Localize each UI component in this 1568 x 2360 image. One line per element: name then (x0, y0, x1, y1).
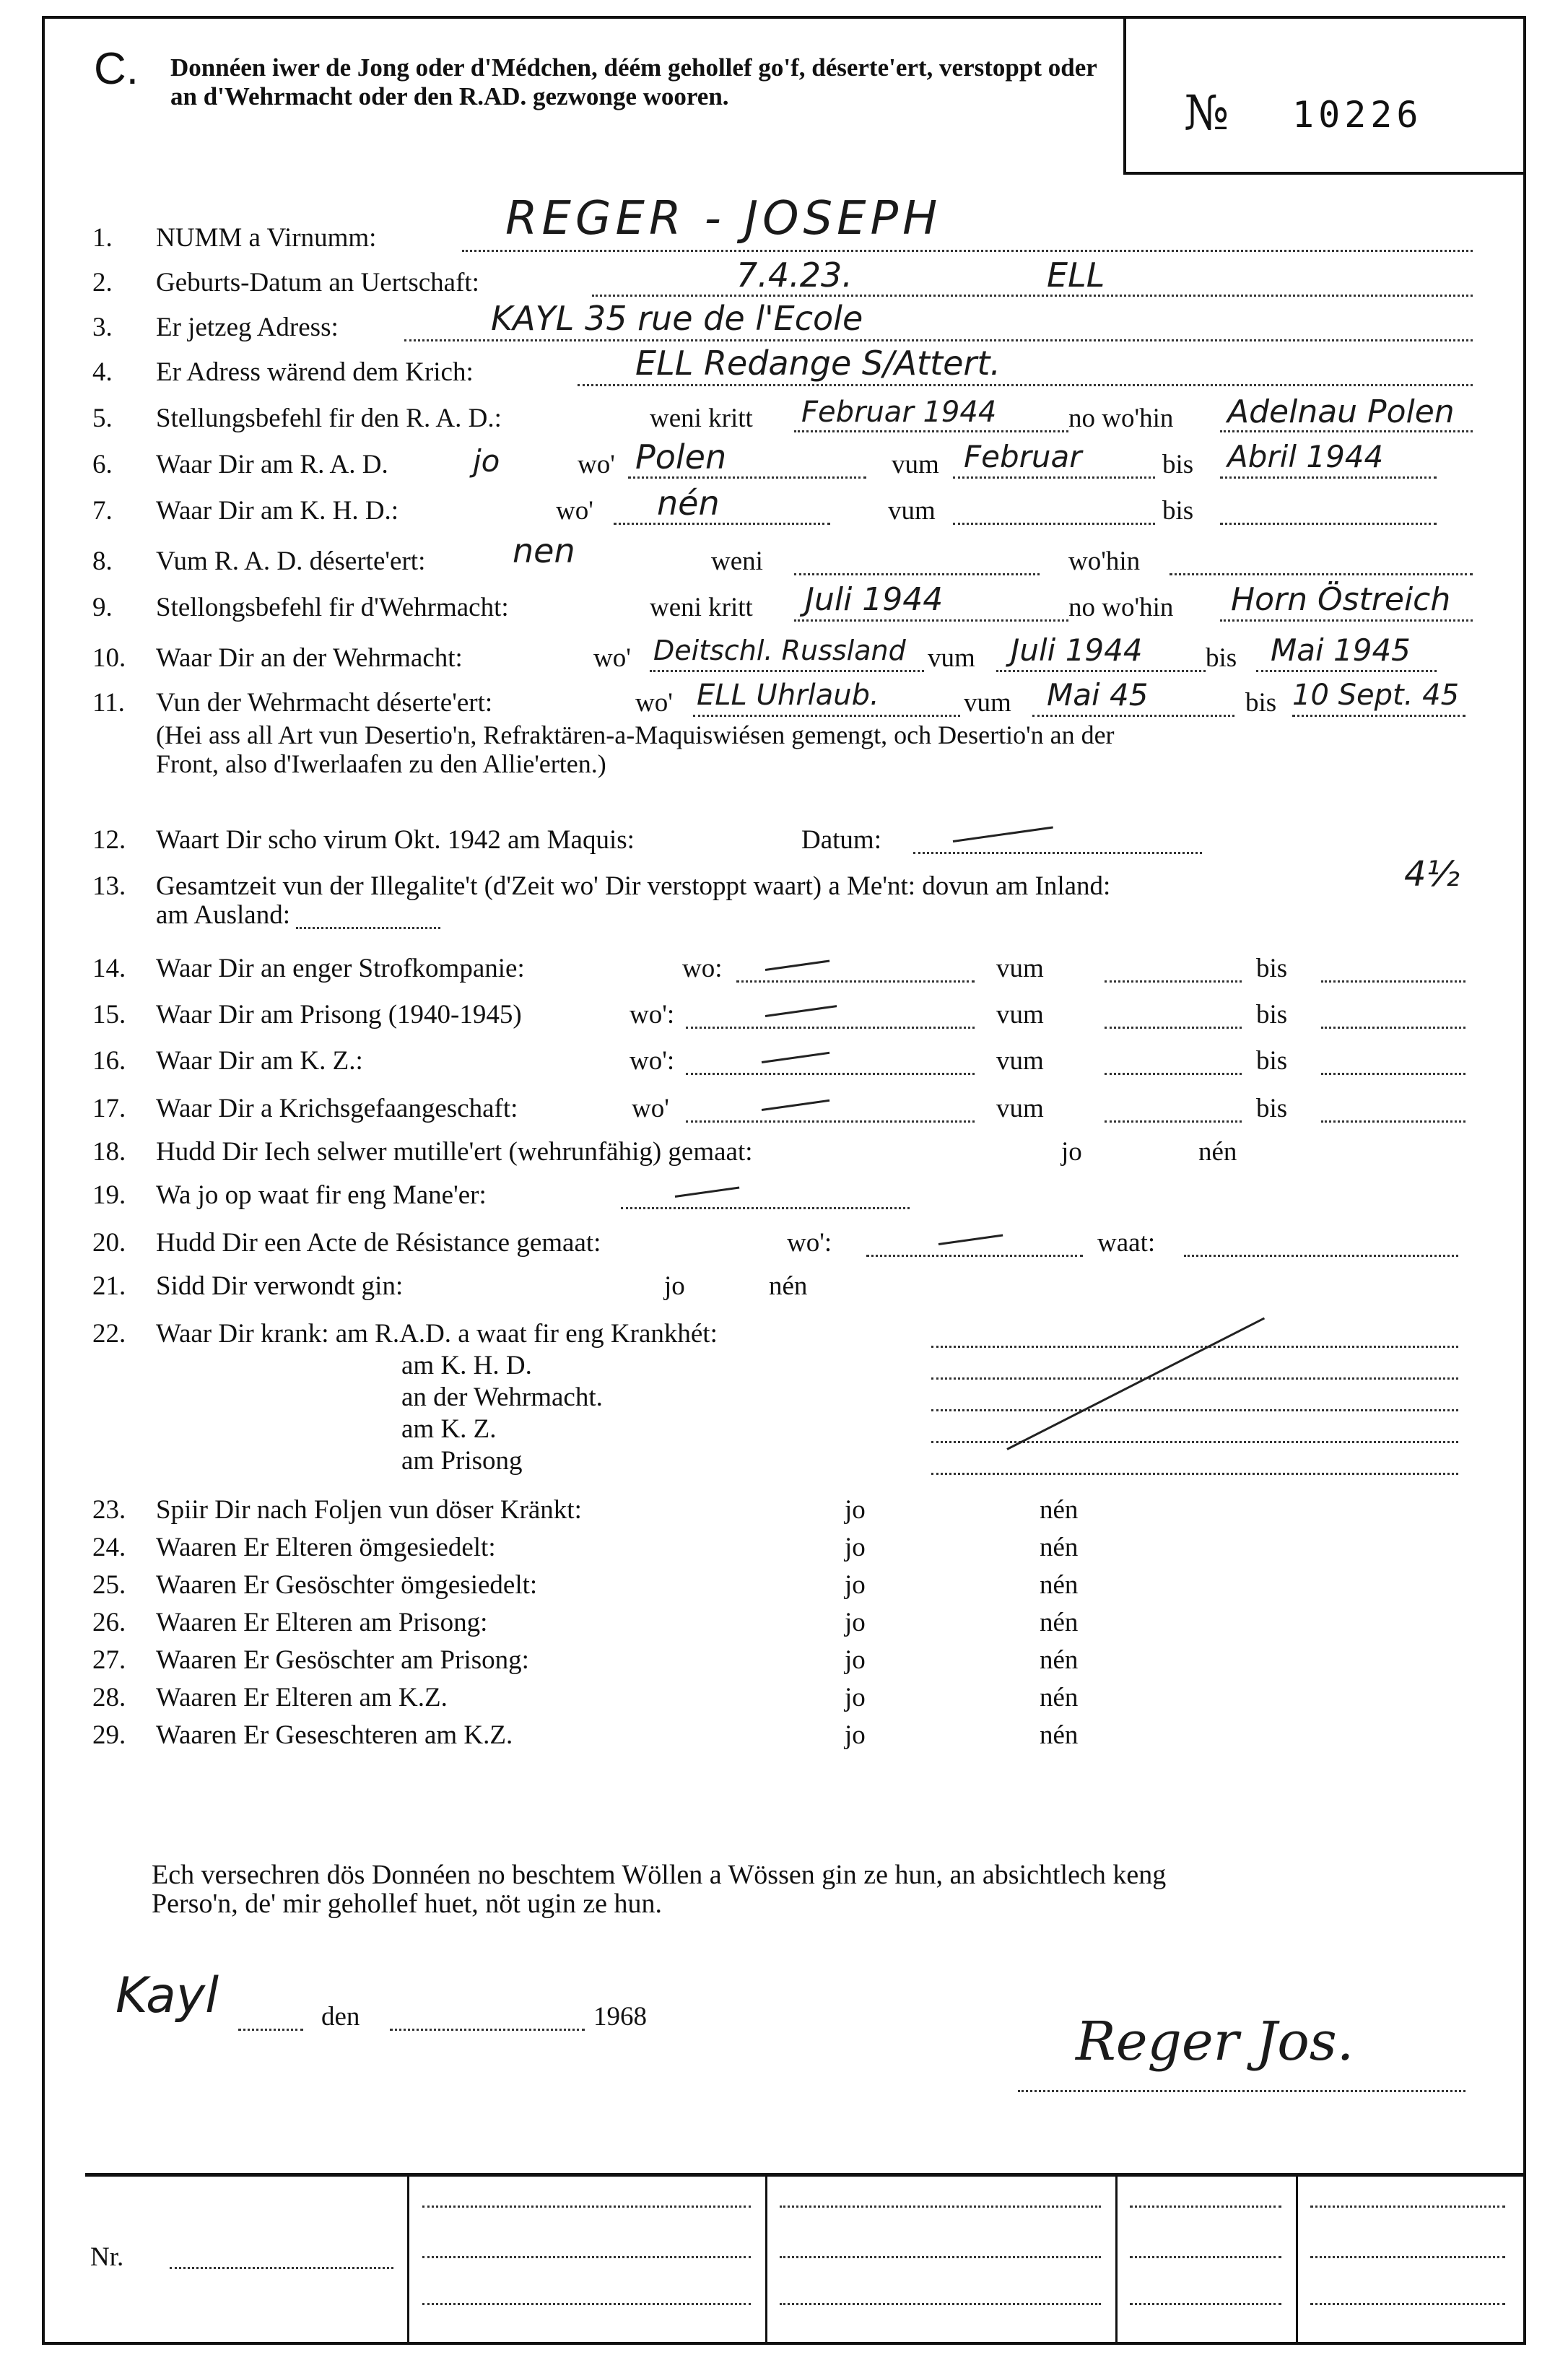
row-label: Hudd Dir een Acte de Résistance gemaat: (156, 1228, 601, 1258)
label: vum (888, 496, 936, 526)
bt-dots-12 (1310, 2303, 1505, 2305)
bottom-col-2 (765, 2174, 767, 2345)
label: wo' (578, 450, 615, 479)
wm-date-value: Juli 1944 (805, 581, 944, 618)
label: wo' (593, 643, 631, 673)
label: bis (1206, 643, 1237, 673)
label: vum (996, 1094, 1044, 1123)
row-label: Waaren Er Elteren am Prisong: (156, 1608, 488, 1637)
row-number: 24. (92, 1533, 126, 1562)
dots-17b (1105, 1120, 1242, 1123)
row-label: Stellungsbefehl fir den R. A. D.: (156, 404, 502, 433)
bt-dots-6 (780, 2303, 1101, 2305)
desert-from-value: Mai 45 (1047, 677, 1149, 713)
label strike: jo (845, 1645, 866, 1675)
dots-17a (686, 1120, 975, 1123)
birth-place-value: ELL (1047, 256, 1105, 295)
dots-15a (686, 1027, 975, 1029)
dots-7b (953, 523, 1155, 525)
row-label: Vum R. A. D. déserte'ert: (156, 547, 426, 576)
row-number: 11. (92, 688, 125, 718)
label: wo' (556, 496, 593, 526)
dots-20a (866, 1255, 1083, 1257)
wm-from-value: Juli 1944 (1011, 632, 1143, 668)
row-number: 13. (92, 871, 126, 901)
rad-where-value: Polen (635, 437, 727, 476)
label: bis (1256, 1046, 1288, 1076)
address-value: KAYL 35 rue de l'Ecole (491, 299, 863, 338)
dots-22-2 (931, 1441, 1458, 1443)
label: no wo'hin (1068, 593, 1174, 622)
place-dots (238, 2029, 303, 2031)
bt-dots-8 (1130, 2256, 1281, 2258)
row-label: Waaren Er Gesöschter am Prisong: (156, 1645, 529, 1675)
wm-to-value: Mai 1945 (1271, 632, 1411, 668)
label: vum (996, 954, 1044, 983)
label: nén (1040, 1533, 1079, 1562)
birth-date-value: 7.4.23. (736, 256, 853, 295)
row-number: 25. (92, 1570, 126, 1600)
row-label: Waar Dir am Prisong (1940-1945) (156, 1000, 522, 1029)
label: wo'hin (1068, 547, 1141, 576)
label: vum (928, 643, 975, 673)
row-label: Vun der Wehrmacht déserte'ert: (156, 688, 493, 718)
row-label: Waaren Er Elteren ömgesiedelt: (156, 1533, 496, 1562)
illness-sub-label: am K. H. D. (401, 1351, 532, 1380)
dots-22-1 (931, 1409, 1458, 1411)
row-label: Waaren Er Elteren am K.Z. (156, 1683, 448, 1712)
signature-dots (1018, 2090, 1465, 2092)
dots-12 (913, 852, 1202, 854)
dots-22-3 (931, 1473, 1458, 1475)
wm-where-value: Deitschl. Russland (653, 635, 906, 666)
dots-7a (614, 523, 830, 525)
number-sign: № (1184, 85, 1229, 141)
wm-place-value: Horn Östreich (1231, 581, 1451, 618)
row-number: 4. (92, 357, 113, 387)
dots-11b (1032, 715, 1234, 717)
dots-5b (1220, 430, 1473, 432)
dots-19 (621, 1207, 910, 1209)
row-number: 2. (92, 268, 113, 297)
place-handwritten: Kayl (116, 1967, 219, 2024)
bottom-col-4 (1296, 2174, 1298, 2345)
label: bis (1245, 688, 1277, 718)
label strike: nén (769, 1271, 808, 1301)
label strike: jo (1061, 1137, 1082, 1167)
label: wo': (787, 1228, 832, 1258)
dots-10a (650, 670, 924, 672)
label: vum (996, 1000, 1044, 1029)
label: vum (964, 688, 1011, 718)
row-label: Waar Dir a Krichsgefaangeschaft: (156, 1094, 518, 1123)
row-label: Er Adress wärend dem Krich: (156, 357, 474, 387)
label: am Ausland: (156, 900, 291, 930)
dots-17c (1321, 1120, 1465, 1123)
label: nén (1198, 1137, 1237, 1167)
dots-6b (953, 476, 1155, 479)
row-number: 16. (92, 1046, 126, 1076)
row-label: Waar Dir krank: am R.A.D. a waat fir eng Krankhét: (156, 1319, 718, 1349)
dots-11a (693, 715, 960, 717)
dots-20b (1184, 1255, 1458, 1257)
row-label: Sidd Dir verwondt gin: (156, 1271, 404, 1301)
dots-16c (1321, 1073, 1465, 1075)
war-address-value: ELL Redange S/Attert. (635, 344, 1001, 383)
row-number: 14. (92, 954, 126, 983)
dots-10b (996, 670, 1206, 672)
label: wo: (682, 954, 723, 983)
desert-to-value: 10 Sept. 45 (1292, 679, 1460, 712)
label strike: jo (845, 1495, 866, 1525)
bottom-table-rule (85, 2173, 1526, 2177)
label: bis (1256, 1094, 1288, 1123)
label: no wo'hin (1068, 404, 1174, 433)
row-number: 12. (92, 825, 126, 855)
row-label: Waar Dir am K. Z.: (156, 1046, 363, 1076)
bt-dots-5 (780, 2256, 1101, 2258)
label: wo' (632, 1094, 669, 1123)
row-label: Hudd Dir Iech selwer mutille'ert (wehrunfähig) gemaat: (156, 1137, 753, 1167)
dots-6a (628, 476, 866, 479)
bt-dots-7 (1130, 2206, 1281, 2208)
row-number: 20. (92, 1228, 126, 1258)
dots-8b (1170, 573, 1473, 575)
row-label: Waar Dir am R. A. D. (156, 450, 388, 479)
rad-jo: jo (473, 443, 500, 479)
dots-16b (1105, 1073, 1242, 1075)
form-number: 10226 (1292, 94, 1423, 136)
header-divider (1123, 16, 1126, 173)
row-number: 23. (92, 1495, 126, 1525)
nr-dots (170, 2267, 393, 2269)
dots-3 (404, 339, 1473, 341)
row-number: 29. (92, 1720, 126, 1750)
label: weni kritt (650, 593, 753, 622)
row-number: 21. (92, 1271, 126, 1301)
dots-6c (1220, 476, 1437, 479)
label: waat: (1097, 1228, 1156, 1258)
den-label: den (321, 2002, 360, 2032)
label strike: jo (845, 1570, 866, 1600)
row-11-note-2: Front, also d'Iwerlaafen zu den Allie'erten.) (156, 749, 606, 778)
label: bis (1162, 450, 1194, 479)
row-label: Waar Dir an der Wehrmacht: (156, 643, 463, 673)
row-label: Geburts-Datum an Uertschaft: (156, 268, 479, 297)
dots-13 (296, 927, 440, 929)
label: nén (1040, 1608, 1079, 1637)
bt-dots-10 (1310, 2206, 1505, 2208)
dots-14a (736, 980, 975, 983)
date-dots (390, 2029, 585, 2031)
dots-14b (1105, 980, 1242, 983)
nr-label: Nr. (90, 2242, 124, 2272)
rad-from-value: Februar (964, 439, 1082, 474)
row-number: 18. (92, 1137, 126, 1167)
row-number: 5. (92, 404, 113, 433)
bt-dots-2 (422, 2256, 751, 2258)
label strike: jo (845, 1608, 866, 1637)
label: wo': (630, 1000, 675, 1029)
name-value: REGER - JOSEPH (505, 192, 942, 245)
row-label: Waar Dir an enger Strofkompanie: (156, 954, 525, 983)
row-label: Waar Dir am K. H. D.: (156, 496, 399, 526)
illness-sub-label: am Prisong (401, 1446, 523, 1476)
row-label: Waaren Er Gesöschter ömgesiedelt: (156, 1570, 538, 1600)
row-label: Er jetzeg Adress: (156, 313, 339, 342)
label strike: jo (845, 1720, 866, 1750)
illness-sub-label: am K. Z. (401, 1414, 497, 1444)
row-number: 22. (92, 1319, 126, 1349)
row-number: 7. (92, 496, 113, 526)
row-label: Wa jo op waat fir eng Mane'er: (156, 1180, 487, 1210)
bt-dots-1 (422, 2206, 751, 2208)
row-number: 26. (92, 1608, 126, 1637)
label strike: jo (845, 1533, 866, 1562)
row-label: Waaren Er Geseschteren am K.Z. (156, 1720, 513, 1750)
row-label: Spiir Dir nach Foljen vun döser Kränkt: (156, 1495, 582, 1525)
illness-sub-label: an der Wehrmacht. (401, 1383, 603, 1412)
label: nén (1040, 1720, 1079, 1750)
khd-value: nén (657, 484, 720, 523)
section-letter: C. (94, 44, 139, 94)
label: nén (1040, 1570, 1079, 1600)
row-number: 15. (92, 1000, 126, 1029)
row-label: Waart Dir scho virum Okt. 1942 am Maquis: (156, 825, 635, 855)
declaration-line-2: Perso'n, de' mir gehollef huet, nöt ugin ze hun. (152, 1889, 663, 1919)
dots-16a (686, 1073, 975, 1075)
bottom-col-1 (407, 2174, 409, 2345)
desert-where-value: ELL Uhrlaub. (697, 679, 879, 712)
label: Datum: (801, 825, 881, 855)
dots-8a (794, 573, 1040, 575)
form-title: Donnéen iwer de Jong oder d'Médchen, déém gehollef go'f, déserte'ert, verstoppt oder an d'Wehrmacht oder den R.AD. gezwonge wooren. (170, 53, 1097, 110)
header-rule (1123, 172, 1526, 175)
row-label: Stellongsbefehl fir d'Wehrmacht: (156, 593, 509, 622)
dots-15b (1105, 1027, 1242, 1029)
label: nén (1040, 1645, 1079, 1675)
signature: Reger Jos. (1076, 2011, 1354, 2073)
dots-4 (578, 384, 1473, 386)
dots-22-0 (931, 1377, 1458, 1380)
bottom-col-3 (1115, 2174, 1118, 2345)
bt-dots-4 (780, 2206, 1101, 2208)
dots-11c (1292, 715, 1465, 717)
row-number: 27. (92, 1645, 126, 1675)
row-number: 19. (92, 1180, 126, 1210)
row-number: 10. (92, 643, 126, 673)
label: vum (996, 1046, 1044, 1076)
dots-1 (462, 250, 1473, 252)
dots-10c (1256, 670, 1437, 672)
row-number: 1. (92, 223, 113, 253)
row-number: 28. (92, 1683, 126, 1712)
label: weni kritt (650, 404, 753, 433)
dots-15c (1321, 1027, 1465, 1029)
label strike: jo (845, 1683, 866, 1712)
label: bis (1256, 1000, 1288, 1029)
row-label: Gesamtzeit vun der Illegalite't (d'Zeit wo' Dir verstoppt waart) a Me'nt: dovun am Inland: (156, 871, 1111, 901)
row-11-note: (Hei ass all Art vun Desertio'n, Refraktären-a-Maquiswiésen gemengt, och Desertio'n an der (156, 720, 1115, 749)
dots-7c (1220, 523, 1437, 525)
label: weni (711, 547, 763, 576)
label: jo (664, 1271, 685, 1301)
dots-9a (794, 619, 1068, 622)
row-number: 9. (92, 593, 113, 622)
label: bis (1162, 496, 1194, 526)
row-number: 3. (92, 313, 113, 342)
label: bis (1256, 954, 1288, 983)
dots-2 (592, 295, 1473, 297)
dots-9b (1220, 619, 1473, 622)
bt-dots-3 (422, 2303, 751, 2305)
dots-5a (794, 430, 1068, 432)
rad-to-value: Abril 1944 (1227, 439, 1384, 474)
inland-value: 4½ (1404, 854, 1460, 894)
dots-14c (1321, 980, 1465, 983)
rad-place-value: Adelnau Polen (1227, 393, 1455, 430)
declaration-line-1: Ech versechren dös Donnéen no beschtem Wöllen a Wössen gin ze hun, an absichtlech keng (152, 1860, 1167, 1890)
row-number: 8. (92, 547, 113, 576)
dots-22-0a (931, 1346, 1458, 1348)
label: wo': (630, 1046, 675, 1076)
rad-date-value: Februar 1944 (801, 396, 997, 429)
label: wo' (635, 688, 673, 718)
row-number: 17. (92, 1094, 126, 1123)
row-number: 6. (92, 450, 113, 479)
desert-value: nen (513, 531, 575, 570)
row-label: NUMM a Virnumm: (156, 223, 377, 253)
label: vum (892, 450, 939, 479)
bt-dots-9 (1130, 2303, 1281, 2305)
year-label: 1968 (593, 2002, 647, 2032)
label: nén (1040, 1683, 1079, 1712)
bt-dots-11 (1310, 2256, 1505, 2258)
label: nén (1040, 1495, 1079, 1525)
